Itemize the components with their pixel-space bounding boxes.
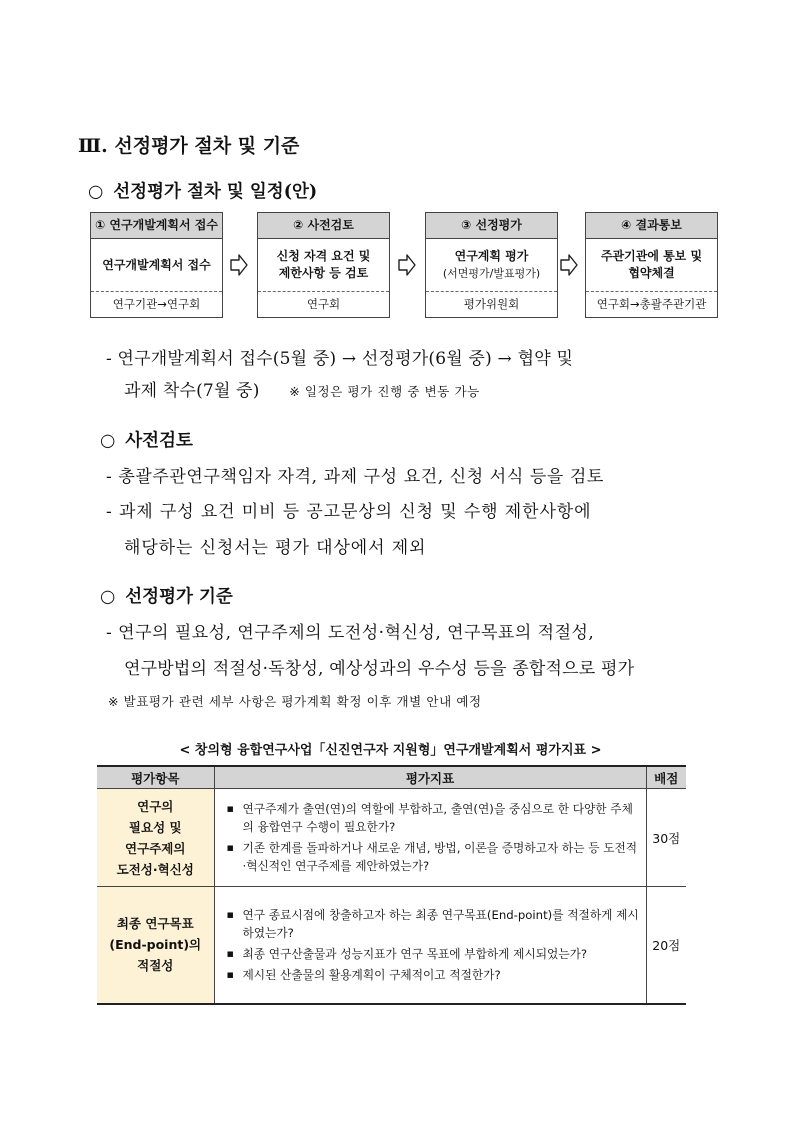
step-title: 선정평가: [475, 218, 522, 232]
step-main-line: 신청 자격 요건 및: [276, 249, 371, 263]
indicator-item: ▪ 제시된 산출물의 활용계획이 구체적이고 적절한가?: [227, 966, 640, 984]
pre-review-heading: [100, 427, 193, 452]
process-step-1: [90, 212, 223, 318]
pre-review-line-1: - 총괄주관연구책임자 자격, 과제 구성 요건, 신청 서식 등을 검토: [106, 467, 604, 487]
section-title: Ⅲ. 선정평가 절차 및 기준: [78, 135, 300, 157]
table-caption: < 창의형 융합연구사업「신진연구자 지원형」연구개발계획서 평가지표 >: [179, 743, 602, 758]
procedure-heading: [88, 178, 317, 203]
step-main: [91, 239, 222, 292]
flow-arrow-icon: [230, 253, 248, 277]
step-number: ④: [621, 218, 632, 232]
step-number: ③: [461, 218, 472, 232]
criterion-cell: [97, 789, 214, 887]
step-header: [91, 213, 222, 239]
schedule-line-1: - 연구개발계획서 접수(5월 중) → 선정평가(6월 중) → 협약 및: [106, 349, 574, 369]
score-cell: 30점: [646, 789, 686, 887]
step-number: ②: [293, 218, 304, 232]
step-actor: 연구기관→연구회: [112, 297, 201, 311]
pre-review-line-2: - 과제 구성 요건 미비 등 공고문상의 신청 및 수행 제한사항에: [106, 502, 592, 522]
step-main-line: 협약체결: [628, 266, 675, 280]
flow-arrow-icon: [560, 253, 578, 277]
evaluation-table: [97, 765, 686, 1005]
criteria-note: ※ 발표평가 관련 세부 사항은 평가계획 확정 이후 개별 안내 예정: [108, 694, 482, 709]
criterion-line: 연구의: [137, 798, 174, 814]
criterion-line: 연구주제의: [125, 840, 186, 856]
indicator-cell: [214, 887, 646, 1004]
step-header: [258, 213, 389, 239]
criterion-line: 필요성 및: [128, 819, 182, 835]
criteria-heading-text: 선정평가 기준: [125, 587, 233, 607]
table-row: [97, 789, 686, 887]
criteria-line-2: 연구방법의 적절성·독창성, 예상성과의 우수성 등을 종합적으로 평가: [124, 659, 635, 679]
step-main-line: 제한사항 등 검토: [278, 266, 369, 280]
step-actor: 연구회: [306, 297, 341, 311]
step-actor: 연구회→총괄주관기관: [596, 297, 707, 311]
criterion-line: 최종 연구목표: [116, 916, 194, 932]
criteria-heading: [100, 583, 233, 608]
step-main-line: 연구개발계획서 접수: [102, 257, 211, 272]
step-main-line: 연구계획 평가: [454, 249, 529, 263]
header-score: 배점: [646, 766, 686, 789]
indicator-item: ▪ 기존 한계를 돌파하거나 새로운 개념, 방법, 이론을 증명하고자 하는 등 도전적·혁신적인 연구주제를 제안하였는가?: [227, 839, 640, 875]
procedure-heading-text: 선정평가 절차 및 일정(안): [113, 182, 318, 202]
step-main: [426, 239, 557, 292]
criterion-line: 도전성·혁신성: [116, 861, 194, 877]
step-title: 사전검토: [307, 218, 354, 232]
table-row: [97, 887, 686, 1004]
process-step-3: [425, 212, 558, 318]
flow-arrow-icon: [398, 253, 416, 277]
step-title: 연구개발계획서 접수: [109, 218, 218, 232]
criterion-cell: [97, 887, 214, 1004]
schedule-note: ※ 일정은 평가 진행 중 변동 가능: [289, 384, 480, 399]
step-number: ①: [95, 218, 106, 232]
process-step-4: [585, 212, 718, 318]
step-main-line: 주관기관에 통보 및: [600, 249, 703, 263]
criterion-line: 적절성: [137, 958, 174, 974]
step-header: [586, 213, 717, 239]
table-header-row: [97, 766, 686, 789]
indicator-item: ▪ 연구주제가 출연(연)의 역할에 부합하고, 출연(연)을 중심으로 한 다양한 주체의 융합연구 수행이 필요한가?: [227, 800, 640, 836]
step-main: [258, 239, 389, 292]
pre-review-heading-text: 사전검토: [125, 431, 193, 451]
heading-bullet: ○: [100, 431, 116, 451]
heading-bullet: ○: [100, 587, 116, 607]
step-main-sub: (서면평가/발표평가): [442, 267, 541, 280]
score-cell: 20점: [646, 887, 686, 1004]
schedule-line-2-text: 과제 착수(7월 중): [124, 381, 260, 401]
indicator-item: ▪ 연구 종료시점에 창출하고자 하는 최종 연구목표(End-point)를 적절하게 제시하였는가?: [227, 906, 640, 942]
indicator-item: ▪ 최종 연구산출물과 성능지표가 연구 목표에 부합하게 제시되었는가?: [227, 945, 640, 963]
heading-bullet: ○: [88, 182, 104, 202]
step-header: [426, 213, 557, 239]
criterion-line: (End-point)의: [109, 937, 202, 953]
header-indicator: 평가지표: [214, 766, 646, 789]
step-actor: 평가위원회: [463, 297, 520, 311]
step-main: [586, 239, 717, 292]
pre-review-line-3: 해당하는 신청서는 평가 대상에서 제외: [124, 538, 427, 558]
schedule-line-2: [124, 376, 480, 401]
step-title: 결과통보: [635, 218, 682, 232]
process-step-2: [257, 212, 390, 318]
criteria-line-1: - 연구의 필요성, 연구주제의 도전성·혁신성, 연구목표의 적절성,: [106, 623, 595, 643]
indicator-cell: [214, 789, 646, 887]
header-criterion: 평가항목: [97, 766, 214, 789]
